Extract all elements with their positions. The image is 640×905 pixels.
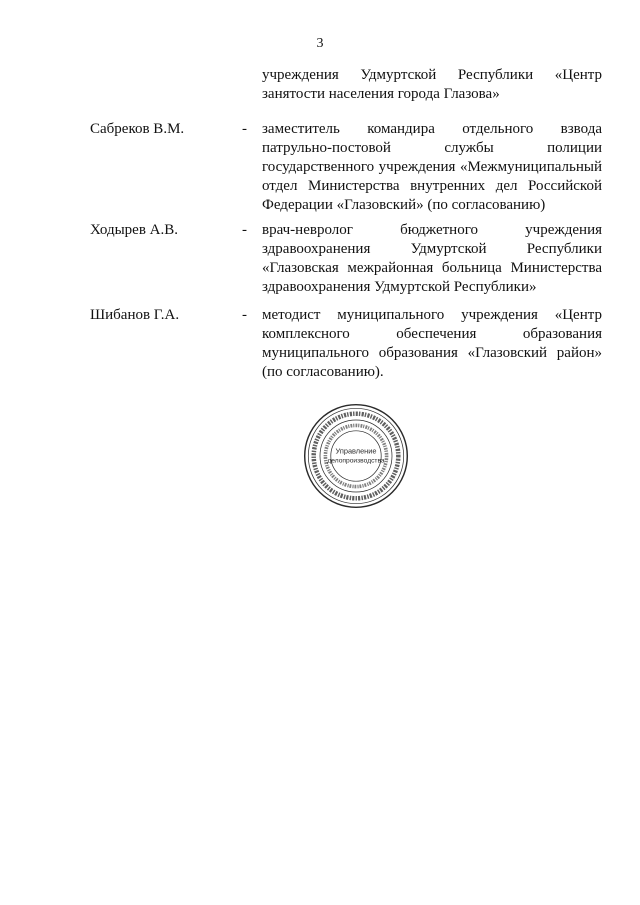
- member-name: Сабреков В.М.: [90, 121, 185, 137]
- member-name: Шибанов Г.А.: [90, 307, 180, 323]
- description-line: Федерации «Глазовский» (по согласованию): [262, 197, 546, 213]
- stamp-inner-lettering: [325, 425, 386, 486]
- description-line: врач-невролог бюджетного учреждения: [262, 222, 602, 238]
- stamp-center-ring: [331, 431, 381, 481]
- description-line: заместитель командира отдельного взвода: [262, 121, 602, 137]
- description-line: здравоохранения Удмуртской Республики»: [262, 279, 537, 295]
- description-line: методист муниципального учреждения «Центр: [262, 307, 602, 323]
- description-line: муниципального образования «Глазовский район»: [262, 345, 602, 361]
- separator-dash: -: [242, 121, 247, 137]
- separator-dash: -: [242, 222, 247, 238]
- member-name: Ходырев А.В.: [90, 222, 178, 238]
- page-number: 3: [316, 36, 324, 51]
- member-description: [262, 120, 602, 215]
- description-line: здравоохранения Удмуртской Республики: [262, 241, 602, 257]
- description-line: «Глазовская межрайонная больница Министерства: [262, 260, 602, 276]
- official-stamp: [302, 402, 410, 510]
- description-line: государственного учреждения «Межмуниципальный: [262, 159, 602, 175]
- continuation-description: [262, 66, 602, 104]
- description-line: (по согласованию).: [262, 364, 384, 380]
- description-line: комплексного обеспечения образования: [262, 326, 602, 342]
- description-line: отдел Министерства внутренних дел Российской: [262, 178, 602, 194]
- stamp-inner-ring: [308, 408, 403, 503]
- description-line: учреждения Удмуртской Республики «Центр: [262, 67, 602, 83]
- stamp-center-text: делопроизводства: [327, 457, 385, 465]
- description-line: патрульно-постовой службы полиции: [262, 140, 602, 156]
- description-line: занятости населения города Глазова»: [262, 86, 500, 102]
- member-description: [262, 306, 602, 382]
- stamp-center-text: Управление: [335, 446, 377, 456]
- member-description: [262, 221, 602, 297]
- separator-dash: -: [242, 307, 247, 323]
